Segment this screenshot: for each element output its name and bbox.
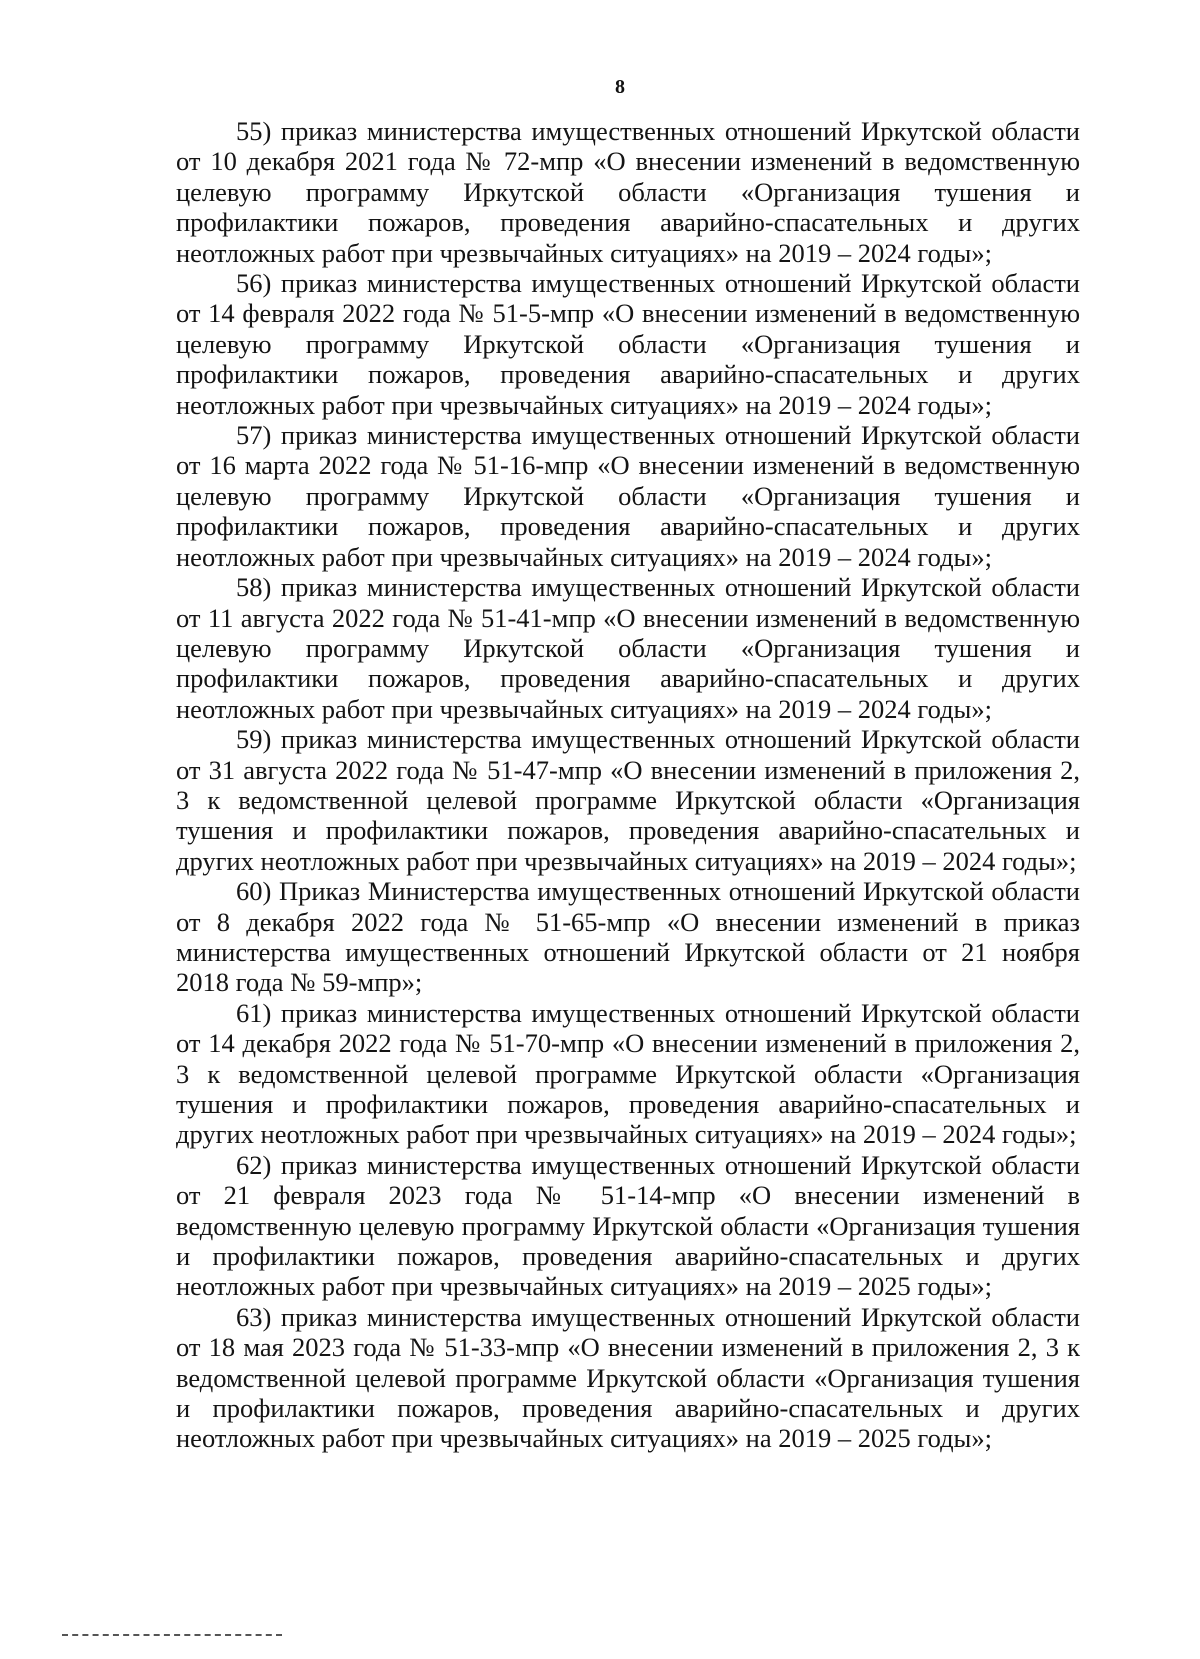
list-item-58: 58) приказ министерства имущественных отношений Иркутской области от 11 августа 2022 года № 51-41-мпр «О внесении изменений в ведомственную целевую программу Иркутской области «Организация тушения и профилактики пожаров, проведения аварийно-спасательных и других неотложных работ при чрезвычайных ситуациях» на 2019 – 2024 годы»; — [176, 572, 1080, 724]
list-item-56: 56) приказ министерства имущественных отношений Иркутской области от 14 февраля 2022 года № 51-5-мпр «О внесении изменений в ведомственную целевую программу Иркутской области «Организация тушения и профилактики пожаров, проведения аварийно-спасательных и других неотложных работ при чрезвычайных ситуациях» на 2019 – 2024 годы»; — [176, 268, 1080, 420]
list-item-62: 62) приказ министерства имущественных отношений Иркутской области от 21 февраля 2023 года № 51-14-мпр «О внесении изменений в ведомственную целевую программу Иркутской области «Организация тушения и профилактики пожаров, проведения аварийно-спасательных и других неотложных работ при чрезвычайных ситуациях» на 2019 – 2025 годы»; — [176, 1149, 1080, 1302]
list-item-63: 63) приказ министерства имущественных отношений Иркутской области от 18 мая 2023 года № 51-33-мпр «О внесении изменений в приложения 2, 3 к ведомственной целевой программе Иркутской области «Организация тушения и профилактики пожаров, проведения аварийно-спасательных и других неотложных работ при чрезвычайных ситуациях» на 2019 – 2025 годы»; — [176, 1301, 1080, 1454]
list-item-57: 57) приказ министерства имущественных отношений Иркутской области от 16 марта 2022 года № 51-16-мпр «О внесении изменений в ведомственную целевую программу Иркутской области «Организация тушения и профилактики пожаров, проведения аварийно-спасательных и других неотложных работ при чрезвычайных ситуациях» на 2019 – 2024 годы»; — [176, 420, 1080, 572]
footer-scan-line — [62, 1634, 282, 1636]
document-body — [176, 116, 1080, 1454]
list-item-55: 55) приказ министерства имущественных отношений Иркутской области от 10 декабря 2021 года № 72-мпр «О внесении изменений в ведомственную целевую программу Иркутской области «Организация тушения и профилактики пожаров, проведения аварийно-спасательных и других неотложных работ при чрезвычайных ситуациях» на 2019 – 2024 годы»; — [176, 116, 1080, 268]
list-item-60: 60) Приказ Министерства имущественных отношений Иркутской области от 8 декабря 2022 года № 51-65-мпр «О внесении изменений в приказ министерства имущественных отношений Иркутской области от 21 ноября 2018 года № 59-мпр»; — [176, 876, 1080, 998]
page-number: 8 — [615, 76, 625, 98]
list-item-61: 61) приказ министерства имущественных отношений Иркутской области от 14 декабря 2022 года № 51-70-мпр «О внесении изменений в приложения 2, 3 к ведомственной целевой программе Иркутской области «Организация тушения и профилактики пожаров, проведения аварийно-спасательных и других неотложных работ при чрезвычайных ситуациях» на 2019 – 2024 годы»; — [176, 997, 1080, 1150]
list-item-59: 59) приказ министерства имущественных отношений Иркутской области от 31 августа 2022 года № 51-47-мпр «О внесении изменений в приложения 2, 3 к ведомственной целевой программе Иркутской области «Организация тушения и профилактики пожаров, проведения аварийно-спасательных и других неотложных работ при чрезвычайных ситуациях» на 2019 – 2024 годы»; — [176, 724, 1080, 876]
